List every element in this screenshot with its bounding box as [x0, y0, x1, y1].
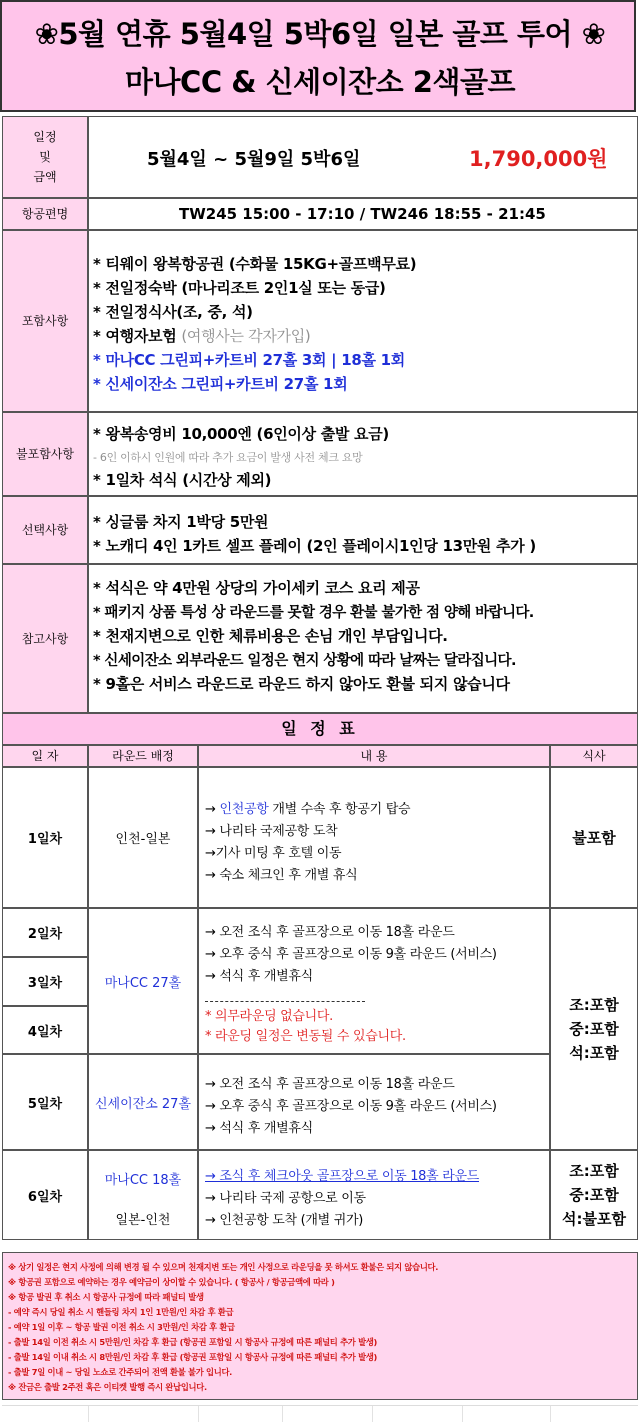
date-label-3: 금액	[33, 170, 57, 184]
date-label-cell	[2, 116, 88, 198]
title-line-1: ❀5월 연휴 5월4일 5박6일 일본 골프 투어 ❀	[34, 17, 606, 51]
excluded-item: * 왕복송영비 10,000엔 (6인이상 출발 요금)	[93, 425, 389, 443]
day-5-content-cell	[198, 1054, 550, 1150]
day-1-content-cell	[198, 767, 550, 908]
notes-item: * 신세이잔소 외부라운드 일정은 현지 상황에 따라 날짜는 달라집니다.	[93, 653, 516, 669]
day-1-item-text: 개별 수속 후 항공기 탑승	[268, 802, 411, 817]
title-line-2: 마나CC & 신세이잔소 2색골프	[125, 65, 515, 99]
incheon-airport: 인천공항	[219, 802, 269, 817]
excluded-cell	[88, 412, 638, 496]
day-2-label: 2일차	[27, 927, 63, 942]
included-item: * 전일정숙박 (마나리조트 2인1실 또는 동급)	[93, 279, 386, 297]
warning-item: * 의무라운딩 없습니다.	[205, 1009, 334, 1024]
flight-cell	[88, 198, 638, 230]
included-item: * 전일정식사(조, 중, 석)	[93, 303, 253, 321]
included-item: * 티웨이 왕복항공권 (수화물 15KG+골프백무료)	[93, 255, 417, 273]
days-2-4-item: → 오전 조식 후 골프장으로 이동 18홀 라운드	[205, 925, 455, 940]
day-5-cell	[2, 1054, 88, 1150]
day-6-meal-cell	[550, 1150, 638, 1240]
day-1-meal-cell	[550, 767, 638, 908]
day-5-round: 신세이잔소 27홀	[94, 1096, 192, 1112]
day-6-item: → 인천공항 도착 (개별 귀가)	[205, 1213, 364, 1228]
warning-item: * 라운딩 일정은 변동될 수 있습니다.	[205, 1029, 406, 1044]
day-6-item: → 조식 후 체크아웃 골프장으로 이동 18홀 라운드	[205, 1169, 480, 1184]
day-4-label: 4일차	[27, 1024, 63, 1040]
included-insurance: * 여행자보험	[93, 327, 177, 345]
date-cell	[88, 116, 638, 198]
header-day: 일 자	[2, 745, 88, 767]
date-text: 5월4일 ~ 5월9일 5박6일	[147, 149, 361, 170]
schedule-title: 일 정 표	[2, 713, 638, 745]
days-2-4-content-cell	[198, 908, 550, 1054]
notes-item: * 패키지 상품 특성 상 라운드를 못할 경우 환불 불가한 점 양해 바랍니다.	[93, 605, 534, 621]
excluded-item: * 1일차 석식 (시간상 제외)	[93, 471, 272, 489]
flight-label: 항공편명	[21, 207, 69, 221]
day-1-round: 인천-일본	[115, 832, 171, 847]
day-5-item: → 오후 중식 후 골프장으로 이동 9홀 라운드 (서비스)	[205, 1099, 497, 1114]
header-meal: 식사	[550, 745, 638, 767]
footnote: - 출발 14일 이전 취소 시 5만원/인 차감 후 환급 (항공권 포함일 시 항공사 규정에 따른 패널티 추가 발생)	[8, 1337, 378, 1347]
title-banner	[0, 0, 636, 112]
flight-text: TW245 15:00 - 17:10 / TW246 18:55 - 21:45	[179, 205, 546, 223]
flight-label-cell	[2, 198, 88, 230]
notes-item: * 9홀은 서비스 라운드로 라운드 하지 않아도 환불 되지 않습니다	[93, 675, 510, 693]
included-cell	[88, 230, 638, 412]
day-3-cell	[2, 957, 88, 1006]
day-6-meal-lunch: 중:포함	[569, 1186, 619, 1204]
day-6-cell	[2, 1150, 88, 1240]
footnote: - 예약 1일 이후 ~ 항공 발권 이전 취소 시 3만원/인 차감 후 환급	[8, 1322, 235, 1332]
included-item: * 신세이잔소 그린피+카트비 27홀 1회	[93, 375, 348, 393]
day-4-cell	[2, 1006, 88, 1054]
footnote: - 출발 7일 이내 ~ 당일 노쇼로 간주되어 전액 환불 불가 입니다.	[8, 1367, 233, 1377]
day-1-item	[205, 798, 410, 817]
days-2-4-item: → 석식 후 개별휴식	[205, 969, 313, 984]
empty-grid-row	[2, 1405, 638, 1421]
date-label-1: 일정	[33, 130, 57, 144]
excluded-label-cell	[2, 412, 88, 496]
included-label: 포함사항	[21, 314, 69, 328]
footnote: - 출발 14일 이내 취소 시 8만원/인 차감 후 환급 (항공권 포함일 시 항공사 규정에 따른 패널티 추가 발생)	[8, 1352, 378, 1362]
footnote: ※ 잔금은 출발 2주전 혹은 이티켓 발행 즉시 완납입니다.	[8, 1382, 207, 1392]
day-1-meal: 불포함	[572, 828, 616, 847]
day-5-round-cell	[88, 1054, 198, 1150]
price: 1,790,000원	[469, 147, 608, 171]
day-1-cell	[2, 767, 88, 908]
day-6-item: → 나리타 국제 공항으로 이동	[205, 1191, 366, 1206]
meal-lunch: 중:포함	[569, 1020, 619, 1038]
notes-label: 참고사항	[21, 631, 69, 646]
day-6-label: 6일차	[27, 1189, 63, 1205]
day-6-meal-breakfast: 조:포함	[569, 1162, 619, 1180]
included-item: * 마나CC 그린피+카트비 27홀 3회 | 18홀 1회	[93, 351, 405, 369]
day-6-round-2: 일본-인천	[115, 1213, 171, 1228]
footnote: ※ 항공권 포함으로 예약하는 경우 예약금이 상이할 수 있습니다. ( 항공사 / 항공금액에 따라 )	[8, 1277, 335, 1287]
footnote: - 예약 즉시 당일 취소 시 핸들링 차지 1인 1만원/인 차감 후 환급	[8, 1307, 234, 1317]
excluded-label: 불포함사항	[16, 447, 74, 461]
optional-cell	[88, 496, 638, 564]
optional-label-cell	[2, 496, 88, 564]
days-2-4-item: → 오후 중식 후 골프장으로 이동 9홀 라운드 (서비스)	[205, 947, 497, 962]
arrow: →	[205, 802, 220, 817]
notes-item: * 석식은 약 4만원 상당의 가이세키 코스 요리 제공	[93, 579, 420, 597]
days-2-4-round-cell	[88, 908, 198, 1054]
meal-breakfast: 조:포함	[569, 996, 619, 1014]
day-6-round-cell	[88, 1150, 198, 1240]
day-3-label: 3일차	[27, 976, 63, 991]
day-1-round-cell	[88, 767, 198, 908]
divider	[205, 1001, 365, 1002]
day-1-item: → 나리타 국제공항 도착	[205, 824, 338, 839]
header-round: 라운드 배정	[88, 745, 198, 767]
days-2-4-round: 마나CC 27홀	[104, 975, 182, 991]
day-1-label: 1일차	[27, 832, 63, 847]
days-2-5-meal-cell	[550, 908, 638, 1150]
meal-dinner: 석:포함	[569, 1044, 619, 1062]
excluded-item: - 6인 이하시 인원에 따라 추가 요금이 발생 사전 체크 요망	[93, 451, 363, 464]
optional-item: * 싱글룸 차지 1박당 5만원	[93, 513, 269, 531]
day-5-item: → 오전 조식 후 골프장으로 이동 18홀 라운드	[205, 1077, 455, 1092]
notes-label-cell	[2, 564, 88, 713]
day-2-cell	[2, 908, 88, 957]
included-insurance-note: (여행사는 각자가입)	[181, 327, 311, 345]
day-6-content-cell	[198, 1150, 550, 1240]
day-6-round-1: 마나CC 18홀	[104, 1173, 182, 1188]
date-label-2: 및	[39, 150, 51, 164]
day-6-meal-dinner: 석:불포함	[562, 1210, 626, 1228]
optional-item: * 노캐디 4인 1카트 셀프 플레이 (2인 플레이시1인당 13만원 추가 )	[93, 537, 536, 555]
optional-label: 선택사항	[21, 523, 69, 537]
notes-cell	[88, 564, 638, 713]
header-content: 내 용	[198, 745, 550, 767]
footnote: ※ 상기 일정은 현지 사정에 의해 변경 될 수 있으며 천재지변 또는 개인 사정으로 라운딩을 못 하셔도 환불은 되지 않습니다.	[8, 1262, 439, 1272]
footnotes-box	[2, 1252, 638, 1400]
day-1-item: → 숙소 체크인 후 개별 휴식	[205, 868, 358, 883]
included-item	[93, 325, 310, 346]
day-1-item: →기사 미팅 후 호텔 이동	[205, 846, 342, 861]
included-label-cell	[2, 230, 88, 412]
footnote: ※ 항공 발권 후 취소 시 항공사 규정에 따라 패널티 발생	[8, 1292, 204, 1302]
day-5-label: 5일차	[27, 1096, 63, 1112]
notes-item: * 천재지변으로 인한 체류비용은 손님 개인 부담입니다.	[93, 627, 448, 645]
day-5-item: → 석식 후 개별휴식	[205, 1121, 313, 1136]
